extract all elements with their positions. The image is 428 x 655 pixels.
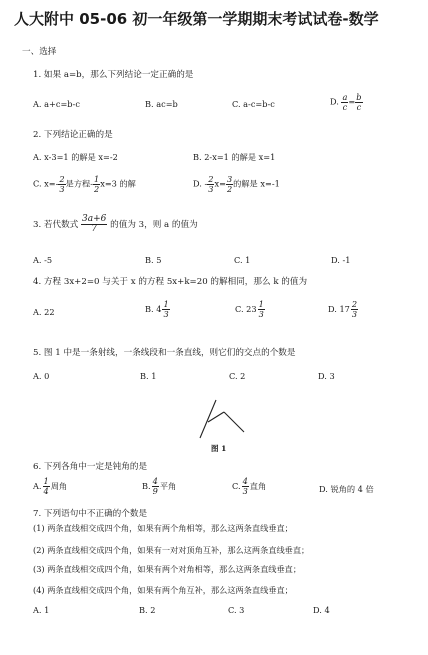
q2-option-c: C. x=- $\frac{2}{3}$ 是方程- $\frac{1}{2}$ x=3 的解 [33, 174, 136, 194]
q5-option-d: D. 3 [318, 371, 335, 381]
straight-line [224, 412, 244, 432]
figure-caption: 图 1 [211, 444, 227, 453]
fraction: $\frac{3}{2}$ [226, 174, 233, 194]
figure-1-diagram [196, 398, 256, 443]
fraction: $\frac{4}{9}$ [152, 476, 158, 496]
q4-option-c: C. 23 $\frac{1}{3}$ [235, 299, 264, 319]
question-6-stem: 6. 下列各角中一定是钝角的是 [33, 462, 148, 472]
q3-option-b: B. 5 [145, 255, 162, 265]
q2-option-b: B. 2-x=1 的解是 x=1 [193, 152, 276, 162]
fraction: $\frac{1}{4}$ [43, 476, 49, 496]
q1-option-d: D. $\frac{a}{c}$ = $\frac{b}{c}$ [330, 92, 362, 112]
q5-option-b: B. 1 [140, 371, 157, 381]
fraction: $\frac{2}{3}$ [59, 174, 65, 194]
q7-option-b: B. 2 [139, 605, 156, 615]
q6-option-d: D. 锐角的 4 倍 [319, 484, 374, 494]
question-5-stem: 5. 图 1 中是一条射线，一条线段和一条直线，则它们的交点的个数是 [33, 348, 296, 358]
question-1-stem: 1. 如果 a=b，那么下列结论一定正确的是 [33, 70, 194, 80]
fraction: $\frac{2}{3}$ [351, 299, 358, 319]
question-3-stem: 3. 若代数式 $\frac{3a+6}{7}$ 的值为 3，则 a 的值为 [33, 214, 198, 234]
fraction: $\frac{a}{c}$ [342, 92, 348, 112]
fraction: $\frac{1}{3}$ [163, 299, 169, 319]
q7-option-d: D. 4 [313, 605, 330, 615]
q6-option-b: B. $\frac{4}{9}$ 平角 [142, 476, 177, 496]
fraction: $\frac{4}{3}$ [242, 476, 248, 496]
q4-option-d: D. 17 $\frac{2}{3}$ [328, 299, 358, 319]
q3-option-a: A. -5 [33, 255, 53, 265]
q6-option-a: A. $\frac{1}{4}$ 周角 [33, 476, 68, 496]
fraction: $\frac{3a+6}{7}$ [82, 214, 107, 234]
q7-option-c: C. 3 [228, 605, 245, 615]
q7-statement-3: (3) 两条直线相交成四个角，如果有两个对角相等，那么这两条直线垂直； [33, 564, 302, 574]
fraction: $\frac{2}{3}$ [208, 174, 214, 194]
fraction: $\frac{1}{3}$ [258, 299, 264, 319]
q5-option-c: C. 2 [229, 371, 246, 381]
section-heading: 一、选择 [22, 47, 57, 57]
question-4-stem: 4. 方程 3x+2=0 与关于 x 的方程 5x+k=20 的解相同，那么 k 的值为 [33, 277, 308, 287]
q7-statement-1: (1) 两条直线相交成四个角，如果有两个角相等，那么这两条直线垂直； [33, 523, 293, 533]
q5-option-a: A. 0 [33, 371, 50, 381]
question-7-stem: 7. 下列语句中不正确的个数是 [33, 509, 148, 519]
q2-option-d: D. - $\frac{2}{3}$ x= $\frac{3}{2}$ 的解是 x=-1 [193, 174, 280, 194]
q6-option-c: C. $\frac{4}{3}$ 直角 [232, 476, 267, 496]
fraction: $\frac{1}{2}$ [93, 174, 100, 194]
question-2-stem: 2. 下列结论正确的是 [33, 130, 113, 140]
page-title: 人大附中 05-06 初一年级第一学期期末考试试卷-数学 [14, 10, 379, 28]
fraction: $\frac{b}{c}$ [356, 92, 362, 112]
q1-option-c: C. a-c=b-c [232, 99, 275, 109]
q3-option-c: C. 1 [234, 255, 251, 265]
q2-option-a: A. x-3=1 的解是 x=-2 [33, 152, 118, 162]
q1-option-b: B. ac=b [145, 99, 178, 109]
q7-statement-4: (4) 两条直线相交成四个角，如果有两个角互补，那么这两条直线垂直； [33, 585, 293, 595]
q4-option-a: A. 22 [33, 307, 55, 317]
q4-option-b: B. 4 $\frac{1}{3}$ [145, 299, 169, 319]
q1-option-a: A. a+c=b-c [33, 99, 80, 109]
q7-statement-2: (2) 两条直线相交成四个角，如果有一对对顶角互补，那么这两条直线垂直； [33, 545, 310, 555]
q7-option-a: A. 1 [33, 605, 50, 615]
q3-option-d: D. -1 [331, 255, 351, 265]
